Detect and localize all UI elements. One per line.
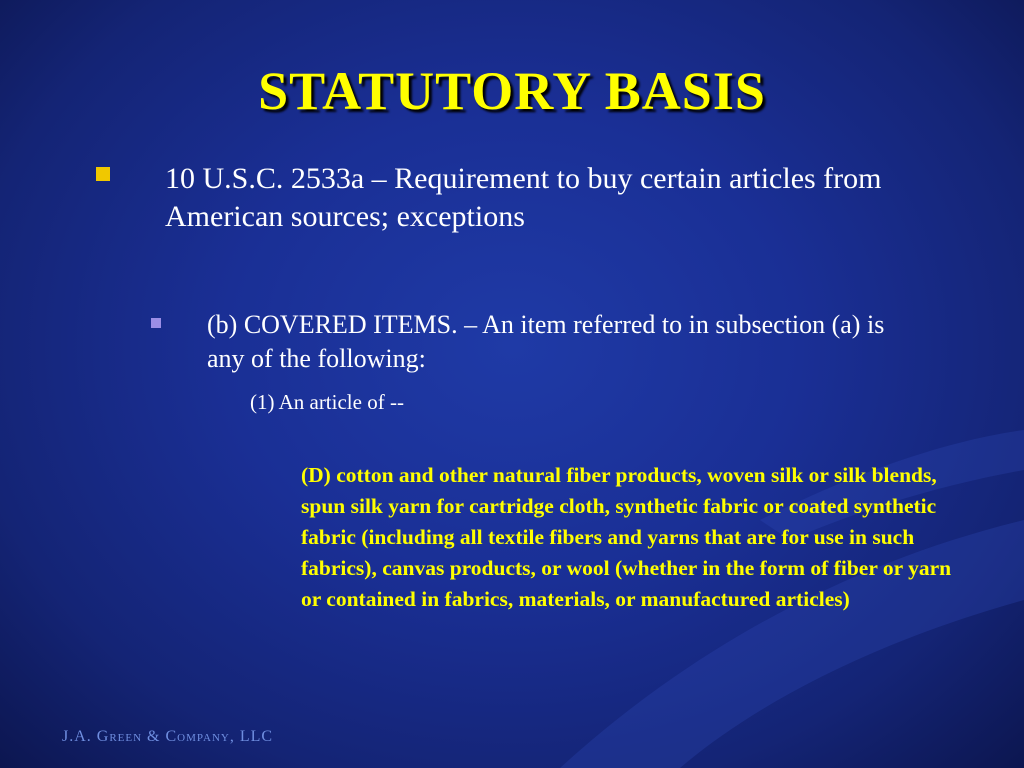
footer-company-name: J.A. Green & Company, LLC [62,728,274,745]
square-bullet-icon [96,167,110,181]
sub-item-text: (1) An article of -- [250,390,404,414]
bullet-level-2-text: (b) COVERED ITEMS. – An item referred to in subsection (a) is any of the following: [207,310,885,373]
square-bullet-icon [151,318,161,328]
slide-title: STATUTORY BASIS [258,61,766,121]
highlighted-statute-text: (D) cotton and other natural fiber products, woven silk or silk blends, spun silk yarn for cartridge cloth, synthetic fabric or coated synthetic fabric (including all textile fibers and yarns that are for use in such fabrics), canvas products, or wool (whether in the form of fiber or yarn or contained in fabrics, materials, or manufactured articles) [301,463,952,611]
bullet-level-1-text: 10 U.S.C. 2533a – Requirement to buy certain articles from American sources; exceptions [165,162,882,233]
